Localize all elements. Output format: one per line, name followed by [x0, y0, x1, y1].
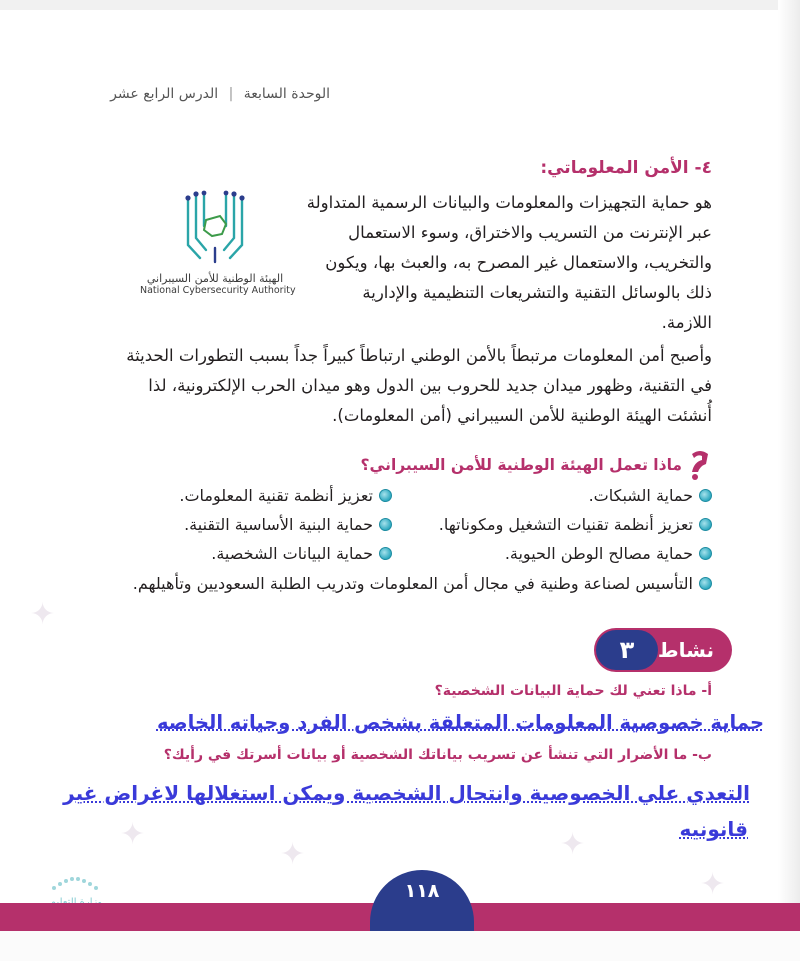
nca-arabic-name: الهيئة الوطنية للأمن السيبراني — [146, 272, 284, 285]
paragraph-line: أُنشئت الهيئة الوطنية للأمن السيبراني (أمن المعلومات). — [332, 406, 712, 425]
bullet-icon — [379, 518, 392, 531]
background-decoration-icon: ✦ — [30, 597, 56, 632]
question-text: ماذا تعمل الهيئة الوطنية للأمن السيبراني؟ — [360, 456, 682, 474]
section-title: ٤- الأمن المعلوماتي: — [540, 158, 712, 178]
list-item-text: حماية الشبكات. — [588, 486, 693, 505]
paragraph-line: هو حماية التجهيزات والمعلومات والبيانات الرسمية المتداولة — [306, 193, 712, 212]
bullet-icon — [379, 489, 392, 502]
list-item-text: حماية البنية الأساسية التقنية. — [184, 515, 373, 534]
page-binding-edge — [778, 0, 800, 961]
background-decoration-icon: ✦ — [560, 827, 586, 862]
paragraph-line: والتخريب، والاستعمال غير المصرح به، والعبث بها، ويكون — [325, 253, 712, 272]
paragraph-line: في التقنية، وظهور ميدان جديد للحروب بين الدول وهو ميدان الحرب الإلكترونية، لذا — [148, 376, 712, 395]
background-decoration-icon: ✦ — [280, 837, 306, 872]
paragraph-line: عبر الإنترنت من التسريب والاختراق، وسوء الاستعمال — [348, 223, 712, 242]
nca-english-name: National Cybersecurity Authority — [140, 285, 296, 296]
activity-label: نشاط — [657, 638, 714, 662]
page-number: ١١٨ — [404, 880, 440, 902]
bullet-icon — [699, 547, 712, 560]
bullet-icon — [699, 577, 712, 590]
list-item — [589, 486, 712, 505]
ministry-logo-icon — [48, 874, 104, 894]
nca-logo — [140, 190, 296, 300]
handwritten-answer-b-line2: قانونيه — [679, 817, 748, 841]
bullet-icon — [379, 547, 392, 560]
handwritten-answer-a: حماية خصوصية المعلومات المتعلقة بشخص الفرد وحياته الخاصه — [156, 711, 764, 734]
list-item — [211, 544, 392, 563]
lesson-title: الدرس الرابع عشر — [110, 86, 219, 102]
question-heading — [360, 450, 712, 480]
list-item-text: حماية مصالح الوطن الحيوية. — [504, 544, 693, 563]
context-paragraph — [40, 341, 712, 431]
nca-emblem-icon — [180, 190, 250, 266]
list-item — [184, 515, 392, 534]
list-item-text: حماية البيانات الشخصية. — [211, 544, 373, 563]
list-item-text: تعزيز أنظمة تقنية المعلومات. — [179, 486, 373, 505]
bullet-icon — [699, 518, 712, 531]
paragraph-line: ذلك بالوسائل التقنية والتشريعات التنظيمية والإدارية — [362, 283, 712, 302]
page-top-edge — [0, 0, 800, 10]
unit-title: الوحدة السابعة — [243, 86, 330, 102]
activity-badge — [594, 628, 732, 672]
handwritten-answer-b-line1: التعدي علي الخصوصية وانتحال الشخصية ويمكن استغلالها لاغراض غير — [63, 781, 750, 805]
activity-number: ٣ — [596, 630, 658, 670]
page-header — [110, 86, 330, 102]
list-item — [133, 574, 712, 593]
question-mark-icon — [688, 450, 712, 480]
page-bottom-margin — [0, 931, 800, 961]
paragraph-line: وأصبح أمن المعلومات مرتبطاً بالأمن الوطني ارتباطاً كبيراً جداً بسبب التطورات الحديثة — [126, 346, 712, 365]
list-item — [505, 544, 712, 563]
paragraph-line: اللازمة. — [661, 313, 712, 332]
definition-paragraph — [300, 188, 712, 338]
list-item — [439, 515, 712, 534]
activity-question-a: أ- ماذا تعني لك حماية البيانات الشخصية؟ — [434, 683, 712, 699]
header-separator: | — [228, 86, 234, 102]
list-item — [179, 486, 392, 505]
background-decoration-icon: ✦ — [700, 867, 726, 902]
list-item-text: تعزيز أنظمة تقنيات التشغيل ومكوناتها. — [438, 515, 693, 534]
bullet-icon — [699, 489, 712, 502]
activity-question-b: ب- ما الأضرار التي تنشأ عن تسريب بياناتك الشخصية أو بيانات أسرتك في رأيك؟ — [163, 747, 712, 763]
background-decoration-icon: ✦ — [120, 817, 146, 852]
list-item-text: التأسيس لصناعة وطنية في مجال أمن المعلومات وتدريب الطلبة السعوديين وتأهيلهم. — [132, 574, 693, 593]
